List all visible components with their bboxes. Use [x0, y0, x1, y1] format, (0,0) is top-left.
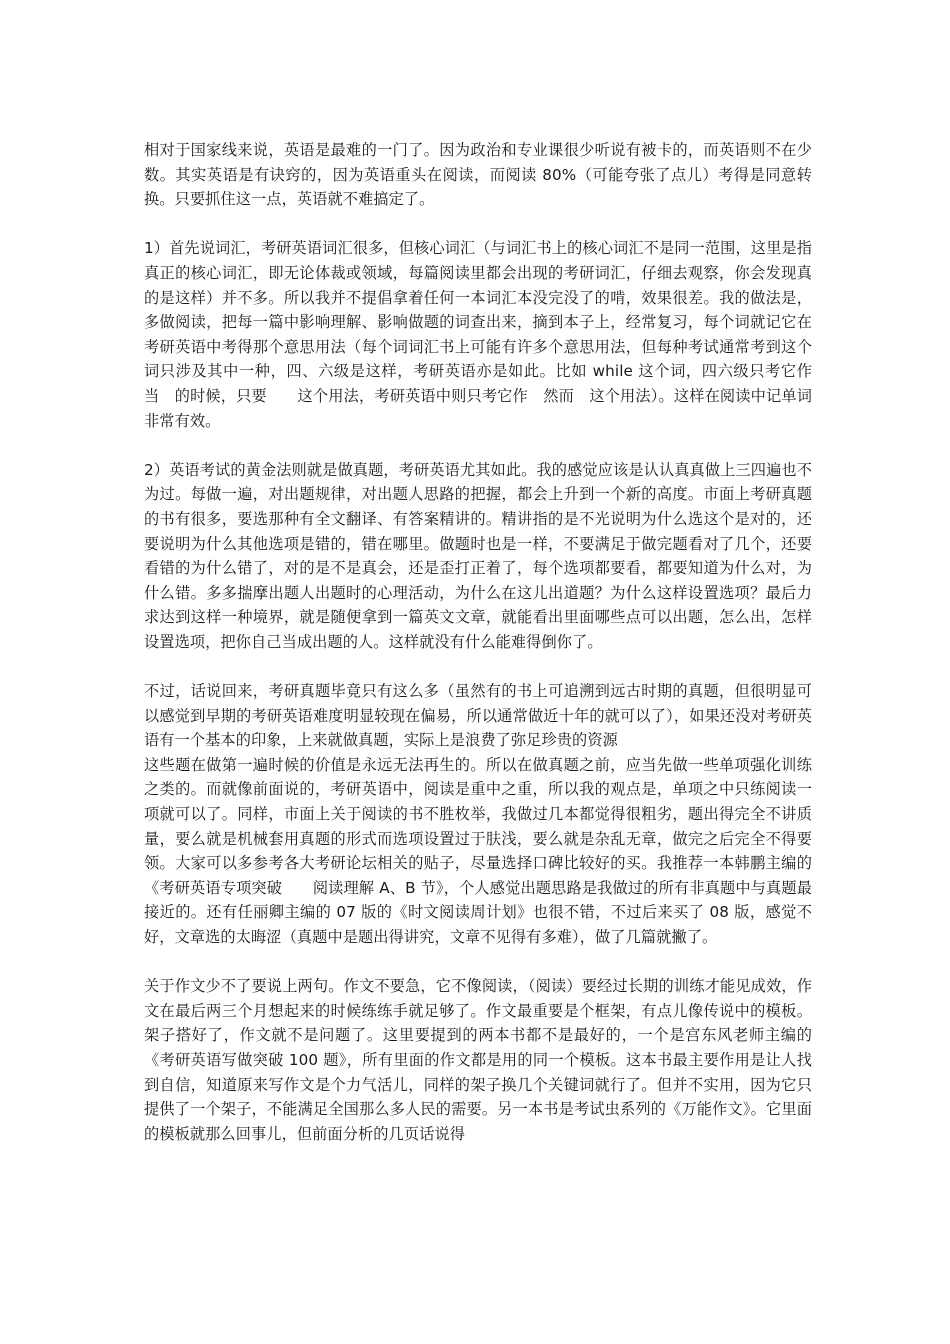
paragraph-resources: 不过，话说回来，考研真题毕竟只有这么多（虽然有的书上可追溯到远古时期的真题，但很明显可以感觉到早期的考研英语难度明显较现在偏易，所以通常做近十年的就可以了），如果还没对考研英语有一个基本的印象，上来就做真题，实际上是浪费了弥足珍贵的资源 [144, 682, 812, 750]
paragraph-reading-practice: 这些题在做第一遍时候的价值是永远无法再生的。所以在做真题之前，应当先做一些单项强化训练之类的。而就像前面说的，考研英语中，阅读是重中之重，所以我的观点是，单项之中只练阅读一项就可以了。同样，市面上关于阅读的书不胜枚举，我做过几本都觉得很粗劣，题出得完全不讲质量，要么就是机械套用真题的形式而选项设置过于肤浅，要么就是杂乱无章，做完之后完全不得要领。大家可以多参考各大考研论坛相关的贴子，尽量选择口碑比较好的买。我推荐一本韩鹏主编的《考研英语专项突破 阅读理解 A、B 节》，个人感觉出题思路是我做过的所有非真题中与真题最接近的。还有任丽卿主编的 07 版的《时文阅读周计划》也很不错，不过后来买了 08 版，感觉不好，文章选的太晦涩（真题中是题出得讲究，文章不见得有多难），做了几篇就撇了。 [144, 755, 812, 946]
paragraph-past-papers: 2）英语考试的黄金法则就是做真题，考研英语尤其如此。我的感觉应该是认认真真做上三四遍也不为过。每做一遍，对出题规律，对出题人思路的把握，都会上升到一个新的高度。市面上考研真题的书有很多，要选那种有全文翻译、有答案精讲的。精讲指的是不光说明为什么选这个是对的，还要说明为什么其他选项是错的，错在哪里。做题时也是一样，不要满足于做完题看对了几个，还要看错的为什么错了，对的是不是真会，还是歪打正着了，每个选项都要看，都要知道为什么对，为什么错。多多揣摩出题人出题时的心理活动，为什么在这儿出道题？为什么这样设置选项？最后力求达到这样一种境界，就是随便拿到一篇英文文章，就能看出里面哪些点可以出题，怎么出，怎样设置选项，把你自己当成出题的人。这样就没有什么能难得倒你了。 [144, 460, 812, 651]
paragraph-intro: 相对于国家线来说，英语是最难的一门了。因为政治和专业课很少听说有被卡的，而英语则不在少数。其实英语是有诀窍的，因为英语重头在阅读，而阅读 80%（可能夸张了点儿）考得是同意转换。只要抓住这一点，英语就不难搞定了。 [144, 141, 812, 209]
paragraph-vocabulary: 1）首先说词汇，考研英语词汇很多，但核心词汇（与词汇书上的核心词汇不是同一范围，这里是指真正的核心词汇，即无论体裁或领域，每篇阅读里都会出现的考研词汇，仔细去观察，你会发现真的是这样）并不多。所以我并不提倡拿着任何一本词汇本没完没了的啃，效果很差。我的做法是，多做阅读，把每一篇中影响理解、影响做题的词查出来，摘到本子上，经常复习，每个词就记它在考研英语中考得那个意思用法（每个词词汇书上可能有许多个意思用法，但每种考试通常考到这个词只涉及其中一种，四、六级是这样，考研英语亦是如此。比如 while 这个词，四六级只考它作 当 的时候，只要 这个用法，考研英语中则只考它作 然而 这个用法）。这样在阅读中记单词非常有效。 [144, 239, 828, 430]
document-page [144, 138, 828, 1171]
paragraph-composition: 关于作文少不了要说上两句。作文不要急，它不像阅读，（阅读）要经过长期的训练才能见成效，作文在最后两三个月想起来的时候练练手就足够了。作文最重要是个框架，有点儿像传说中的模板。架子搭好了，作文就不是问题了。这里要提到的两本书都不是最好的，一个是宫东风老师主编的《考研英语写做突破 100 题》，所有里面的作文都是用的同一个模板。这本书最主要作用是让人找到自信，知道原来写作文是个力气活儿，同样的架子换几个关键词就行了。但并不实用，因为它只提供了一个架子，不能满足全国那么多人民的需要。另一本书是考试虫系列的《万能作文》。它里面的模板就那么回事儿，但前面分析的几页话说得 [144, 977, 812, 1143]
